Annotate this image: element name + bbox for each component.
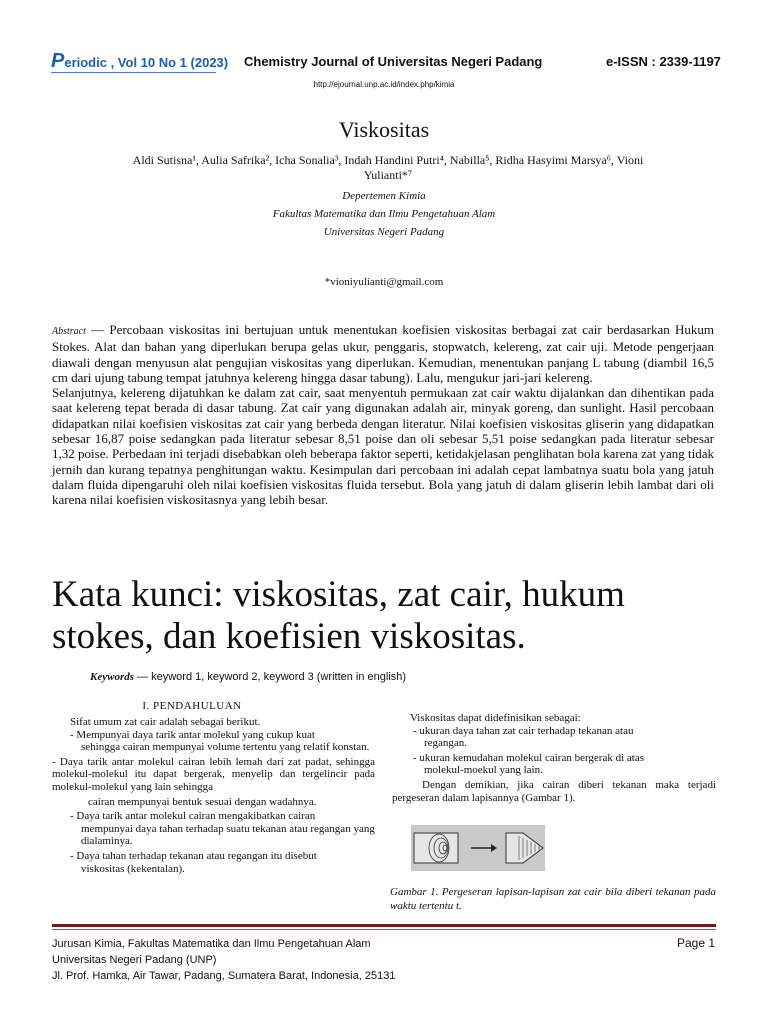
journal-initial: P bbox=[51, 50, 65, 72]
author-list bbox=[78, 153, 698, 183]
footer-line-3: Jl. Prof. Hamka, Air Tawar, Padang, Sumatera Barat, Indonesia, 25131 bbox=[52, 970, 396, 982]
abstract-text: Percobaan viskositas ini bertujuan untuk menentukan koefisien viskositas berbagai zat cair berdasarkan Hukum Stokes. Alat dan bahan yang diperlukan berupa gelas ukur, penggaris, stopwatch, kelereng, zat cair uji. Metode pengerjaan diawali dengan menyusun alat pengujian viskositas yang diperlukan. Kemudian, menentukan panjang L tabung (diambil 16,5 cm dari ujung tabung tempat jatuhnya kelereng hingga dasar tabung). Lalu, mengukur jari-jari kelereng. bbox=[52, 322, 715, 385]
journal-url[interactable]: http://ejournal.unp.ac.id/index.php/kimia bbox=[313, 80, 455, 89]
list-item-cont: regangan. bbox=[424, 737, 468, 750]
list-item: - Mempunyai daya tarik antar molekul yang cukup kuat bbox=[70, 728, 315, 741]
affiliation-university: Universitas Negeri Padang bbox=[323, 226, 445, 238]
affiliation-dept: Depertemen Kimia bbox=[342, 190, 426, 202]
journal-issn: e-ISSN : 2339-1197 bbox=[606, 54, 721, 69]
list-item-cont: viskositas (kekentalan). bbox=[81, 862, 185, 875]
journal-volume bbox=[51, 50, 228, 73]
list-item: - Daya tarik antar molekul cairan lebih lemah dari zat padat, sehingga molekul-molekul itu dapat bergerak, menyelip dan tergelincir pada molekul-molekul yang lain sehingga bbox=[52, 755, 375, 793]
list-intro: Sifat umum zat cair adalah sebagai berikut. bbox=[70, 716, 261, 728]
keywords-label: Keywords bbox=[90, 671, 134, 683]
abstract-dash: — bbox=[91, 322, 110, 337]
list-item-cont: cairan mempunyai bentuk sesuai dengan wadahnya. bbox=[88, 795, 317, 808]
list-item-cont: mempunyai daya tahan terhadap suatu tekanan atau regangan yang dialaminya. bbox=[81, 822, 375, 848]
list-item: - Daya tarik antar molekul cairan mengakibatkan cairan bbox=[70, 810, 316, 823]
keywords-text: — keyword 1, keyword 2, keyword 3 (written in english) bbox=[134, 671, 407, 683]
journal-header bbox=[0, 50, 768, 80]
keywords bbox=[90, 671, 406, 683]
list-item-cont: molekul-moekul yang lain. bbox=[424, 764, 543, 777]
list-item: - ukuran daya tahan zat cair terhadap tekanan atau bbox=[413, 724, 634, 737]
footer-rule-thin bbox=[52, 929, 716, 930]
author-line-1: Aldi Sutisna¹, Aulia Safrika², Icha Sonalia³, Indah Handini Putri⁴, Nabilla⁵, Ridha Hasyimi Marsya⁶, Vioni bbox=[132, 153, 644, 167]
footer-rule bbox=[52, 924, 716, 927]
list-item: - Daya tahan terhadap tekanan atau regangan itu disebut bbox=[70, 849, 317, 862]
journal-name: Chemistry Journal of Universitas Negeri Padang bbox=[244, 54, 543, 69]
right-column bbox=[392, 712, 716, 804]
journal-volume-text: eriodic , Vol 10 No 1 (2023) bbox=[64, 55, 229, 70]
left-column bbox=[52, 716, 375, 875]
list-item-cont: sehingga cairan mempunyai volume tertentu yang relatif konstan. bbox=[81, 741, 370, 754]
figure-caption: Gambar 1. Pergeseran lapisan-lapisan zat cair bila diberi tekanan pada waktu tertentu t. bbox=[390, 886, 716, 912]
affiliation-faculty: Fakultas Matematika dan Ilmu Pengetahuan Alam bbox=[272, 208, 496, 220]
kata-kunci: Kata kunci: viskositas, zat cair, hukum stokes, dan koefisien viskositas. bbox=[52, 574, 625, 657]
abstract bbox=[52, 322, 714, 508]
page-number: Page 1 bbox=[677, 936, 716, 950]
footer-line-2: Universitas Negeri Padang (UNP) bbox=[52, 954, 217, 966]
paragraph: Dengan demikian, jika cairan diberi tekanan maka terjadi pergeseran dalam lapisannya (Gambar 1). bbox=[392, 778, 716, 804]
author-line-2: Yulianti*⁷ bbox=[363, 168, 413, 182]
corresponding-email[interactable]: *vioniyulianti@gmail.com bbox=[324, 276, 444, 288]
footer-line-1: Jurusan Kimia, Fakultas Matematika dan Ilmu Pengetahuan Alam bbox=[52, 938, 371, 950]
figure-1-illustration bbox=[411, 825, 545, 871]
list-intro: Viskositas dapat didefinisikan sebagai: bbox=[410, 712, 581, 724]
abstract-text-2: Selanjutnya, kelereng dijatuhkan ke dalam zat cair, saat menyentuh permukaan zat cair waktu dijalankan dan dihentikan pada saat kelereng tepat berada di dasar tabung. Zat cair yang digunakan adalah air, minyak goreng, dan sunlight. Hasil percobaan didapatkan nilai koefisien viskositas zat cair yang berbeda dengan literatur. Nilai koefisien viskositas gliserin yang didapatkan sebesar 16,87 poise sedangkan pada literatur sebesar 8,51 poise dan oli sebesar 5,51 poise sedangkan pada literatur sebesar 1,32 poise. Perbedaan ini terjadi disebabkan oleh beberapa faktor seperti, ketidakjelasan penglihatan bola karena zat yang tidak jernih dan kurang tepatnya penghitungan waktu. Kesimpulan dari percobaan ini adalah cepat lambatnya suatu bola yang jatuh dalam fluida dipengaruhi oleh nilai koefisien viskositas fluida tersebut. Bola yang jatuh di dalam gliserin lebih lambat dari oli karena nilai koefisien viskositasnya yang lebih besar. bbox=[52, 385, 714, 508]
header-underline bbox=[51, 72, 216, 73]
paper-title: Viskositas bbox=[338, 117, 430, 142]
footer-address bbox=[52, 936, 395, 984]
abstract-label: Abstract bbox=[52, 326, 86, 337]
list-item: - ukuran kemudahan molekul cairan bergerak di atas bbox=[413, 751, 645, 764]
section-heading: I. PENDAHULUAN bbox=[142, 700, 242, 712]
